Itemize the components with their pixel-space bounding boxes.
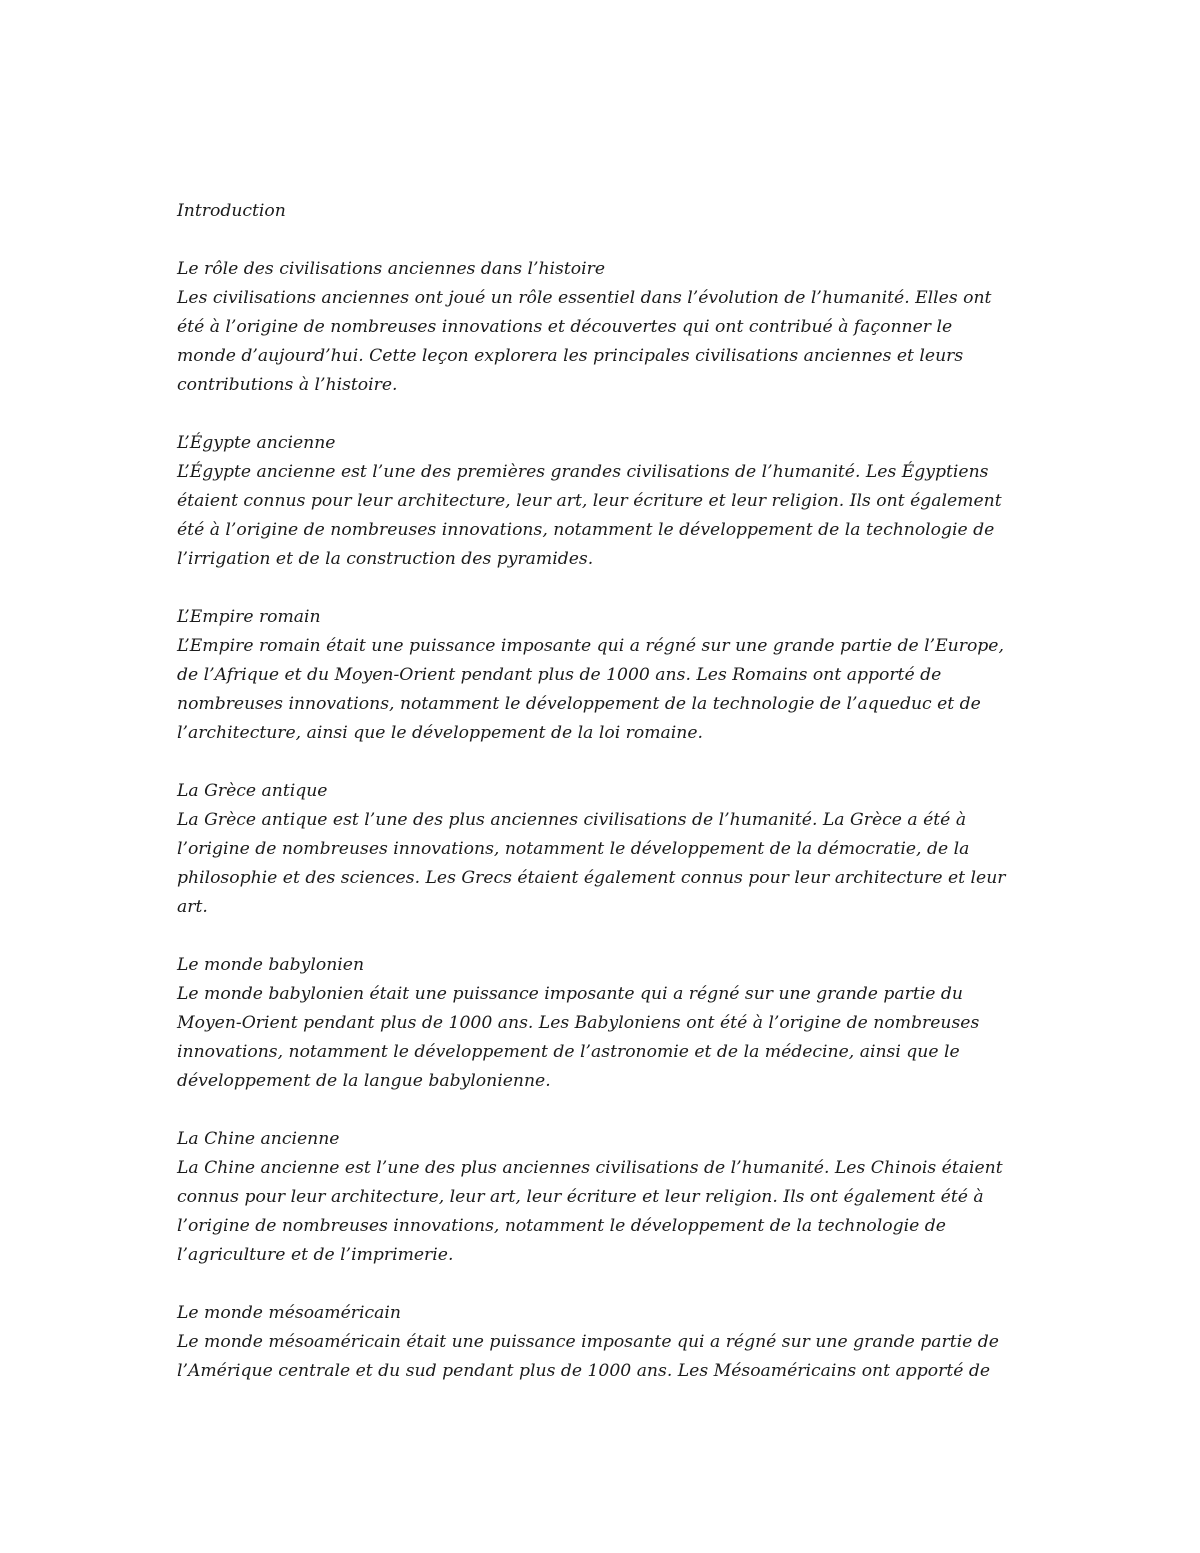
section-block xyxy=(177,951,1027,1096)
paragraph-spacer xyxy=(177,574,1027,603)
paragraph-line: l’irrigation et de la construction des pyramides. xyxy=(177,549,594,569)
intro-heading: Introduction xyxy=(177,201,286,221)
paragraph-line: développement de la langue babylonienne. xyxy=(177,1071,551,1091)
section-title: L’Égypte ancienne xyxy=(177,433,336,453)
section-block xyxy=(177,777,1027,922)
sections-container xyxy=(177,255,1027,1386)
section-title: L’Empire romain xyxy=(177,607,321,627)
paragraph-spacer xyxy=(177,748,1027,777)
section-title: Le monde babylonien xyxy=(177,955,365,975)
section-block xyxy=(177,1299,1027,1386)
paragraph-line: innovations, notamment le développement de l’astronomie et de la médecine, ainsi que le xyxy=(177,1042,960,1062)
paragraph-line: Le monde babylonien était une puissance imposante qui a régné sur une grande partie du xyxy=(177,984,963,1004)
paragraph-line: nombreuses innovations, notamment le développement de la technologie de l’aqueduc et de xyxy=(177,694,981,714)
paragraph-line: Moyen-Orient pendant plus de 1000 ans. Les Babyloniens ont été à l’origine de nombreuses xyxy=(177,1013,980,1033)
section-block xyxy=(177,1125,1027,1270)
paragraph-line: L’Empire romain était une puissance imposante qui a régné sur une grande partie de l’Europe, xyxy=(177,636,1004,656)
paragraph-line: de l’Afrique et du Moyen-Orient pendant plus de 1000 ans. Les Romains ont apporté de xyxy=(177,665,942,685)
paragraph-line: été à l’origine de nombreuses innovations et découvertes qui ont contribué à façonner le xyxy=(177,317,953,337)
paragraph-line: connus pour leur architecture, leur art, leur écriture et leur religion. Ils ont également été à xyxy=(177,1187,984,1207)
section-title: La Chine ancienne xyxy=(177,1129,340,1149)
paragraph-line: contributions à l’histoire. xyxy=(177,375,398,395)
paragraph-spacer xyxy=(177,226,1027,255)
paragraph-spacer xyxy=(177,1270,1027,1299)
paragraph-line: l’origine de nombreuses innovations, notamment le développement de la démocratie, de la xyxy=(177,839,970,859)
section-title: La Grèce antique xyxy=(177,781,328,801)
paragraph-spacer xyxy=(177,922,1027,951)
paragraph-line: l’architecture, ainsi que le développement de la loi romaine. xyxy=(177,723,703,743)
paragraph-line: monde d’aujourd’hui. Cette leçon explorera les principales civilisations anciennes et leurs xyxy=(177,346,964,366)
paragraph-line: été à l’origine de nombreuses innovations, notamment le développement de la technologie de xyxy=(177,520,995,540)
paragraph-line: l’agriculture et de l’imprimerie. xyxy=(177,1245,454,1265)
paragraph-line: art. xyxy=(177,897,208,917)
paragraph-line: l’origine de nombreuses innovations, notamment le développement de la technologie de xyxy=(177,1216,946,1236)
paragraph-line: étaient connus pour leur architecture, leur art, leur écriture et leur religion. Ils ont également xyxy=(177,491,1002,511)
paragraph-spacer xyxy=(177,400,1027,429)
section-title: Le rôle des civilisations anciennes dans l’histoire xyxy=(177,259,605,279)
paragraph-line: Le monde mésoaméricain était une puissance imposante qui a régné sur une grande partie de xyxy=(177,1332,999,1352)
section-block xyxy=(177,255,1027,400)
paragraph-line: l’Amérique centrale et du sud pendant plus de 1000 ans. Les Mésoaméricains ont apporté de xyxy=(177,1361,991,1381)
document-body xyxy=(177,197,1027,1386)
paragraph-spacer xyxy=(177,1096,1027,1125)
section-title: Le monde mésoaméricain xyxy=(177,1303,401,1323)
paragraph-line: La Grèce antique est l’une des plus anciennes civilisations de l’humanité. La Grèce a été à xyxy=(177,810,967,830)
section-block xyxy=(177,603,1027,748)
paragraph-line: La Chine ancienne est l’une des plus anciennes civilisations de l’humanité. Les Chinois étaient xyxy=(177,1158,1003,1178)
paragraph-line: philosophie et des sciences. Les Grecs étaient également connus pour leur architecture et leur xyxy=(177,868,1006,888)
paragraph-line: Les civilisations anciennes ont joué un rôle essentiel dans l’évolution de l’humanité. Elles ont xyxy=(177,288,992,308)
section-block xyxy=(177,429,1027,574)
paragraph-line: L’Égypte ancienne est l’une des premières grandes civilisations de l’humanité. Les Égyptiens xyxy=(177,462,989,482)
